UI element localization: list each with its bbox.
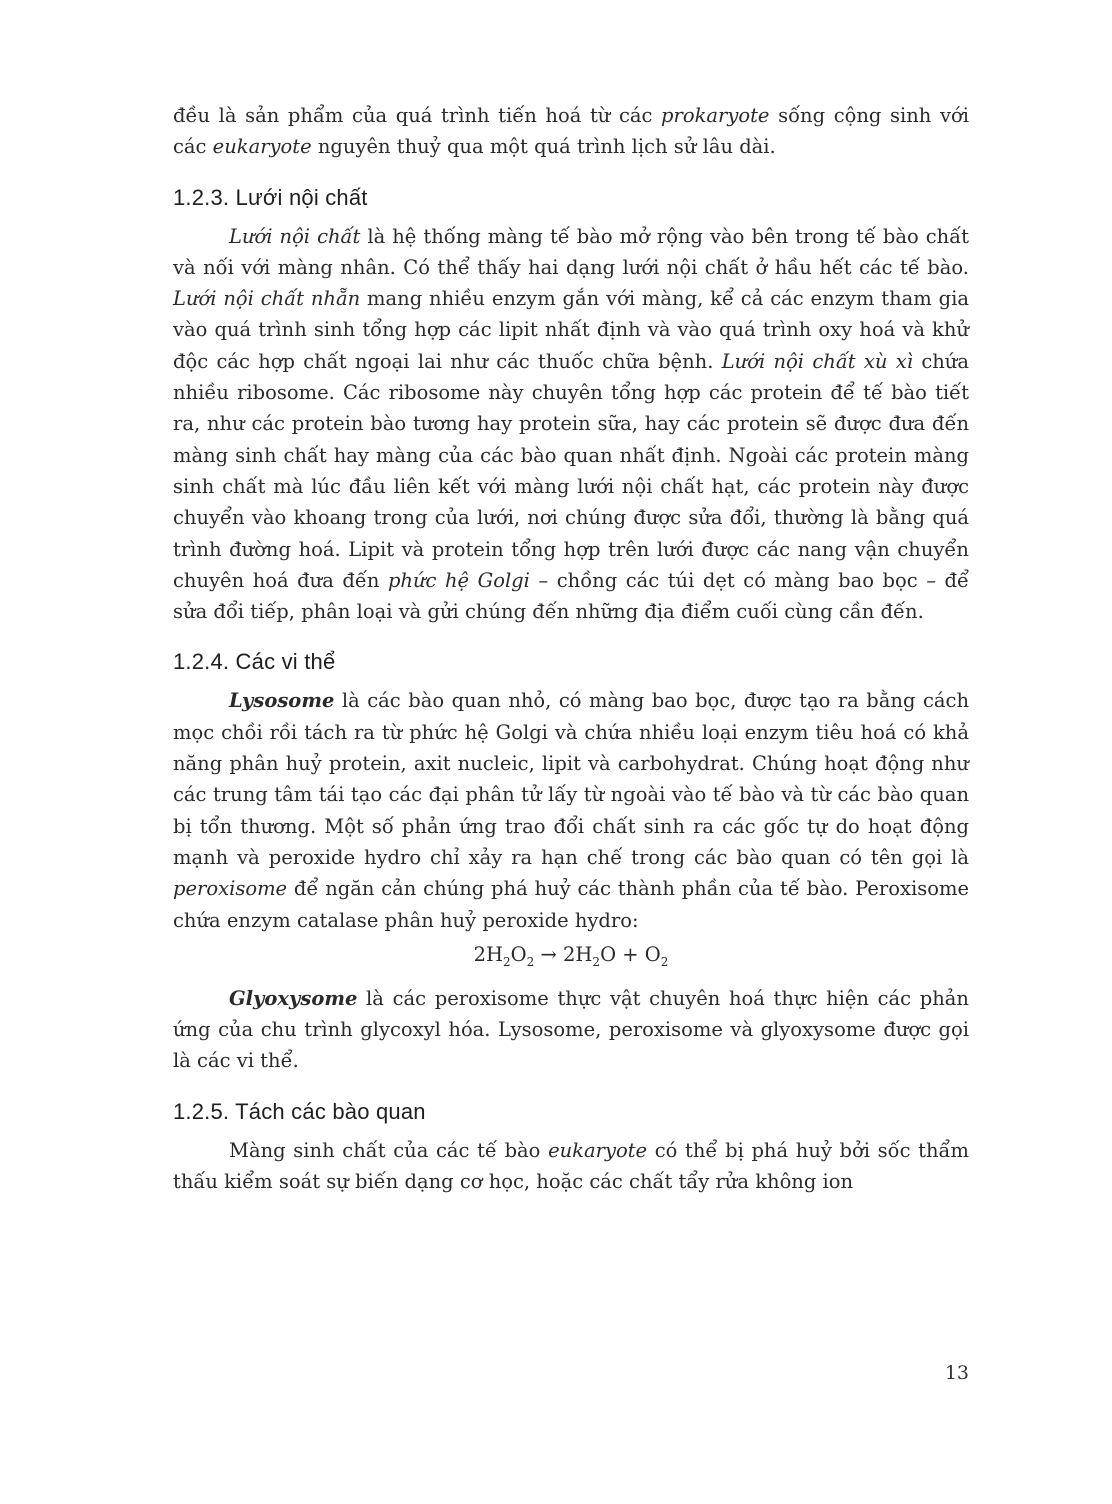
- section-heading-1-2-4: 1.2.4. Các vi thể: [173, 649, 336, 675]
- term-prokaryote: prokaryote: [661, 104, 770, 127]
- term-lysosome: Lysosome: [229, 689, 335, 713]
- section-1-2-3-paragraph: [173, 221, 969, 628]
- intro-text: sống cộng sinh với các: [173, 104, 969, 159]
- term-golgi: phức hệ Golgi: [387, 568, 530, 592]
- body-text: mang nhiều enzym gắn với màng, kể cả các enzym tham gia vào quá trình sinh tổng hợp các lipit nhất định và vào quá trình oxy hoá và khử độc các hợp chất ngoại lai như các thuốc chữa bệnh.: [173, 287, 969, 373]
- term-rough-er: Lưới nội chất xù xì: [721, 349, 914, 373]
- intro-text: nguyên thuỷ qua một quá trình lịch sử lâu dài.: [311, 135, 776, 159]
- body-text: để ngăn cản chúng phá huỷ các thành phần của tế bào. Peroxisome chứa enzym catalase phân huỷ peroxide hydro:: [173, 877, 969, 932]
- term-eukaryote: eukaryote: [212, 135, 312, 159]
- intro-text: đều là sản phẩm của quá trình tiến hoá từ các: [173, 104, 662, 127]
- formula-part: O + O: [600, 942, 661, 966]
- section-1-2-5-paragraph: [173, 1135, 969, 1198]
- formula-subscript: 2: [660, 954, 669, 969]
- body-text: – chồng các túi dẹt có màng bao bọc – để sửa đổi tiếp, phân loại và gửi chúng đến những địa điểm cuối cùng cần đến.: [173, 568, 969, 624]
- formula-part: 2H: [473, 942, 503, 966]
- section-heading-1-2-5: 1.2.5. Tách các bào quan: [173, 1098, 426, 1124]
- term-er: Lưới nội chất: [229, 224, 361, 248]
- intro-paragraph: [173, 100, 969, 163]
- page-body: [173, 100, 969, 1197]
- section-heading-1-2-3: 1.2.3. Lưới nội chất: [173, 184, 368, 210]
- term-glyoxysome: Glyoxysome: [229, 986, 358, 1010]
- formula-subscript: 2: [592, 954, 601, 969]
- body-text: chứa nhiều ribosome. Các ribosome này chuyên tổng hợp các protein để tế bào tiết ra, như các protein bào tương hay protein sữa, hay các protein sẽ được đưa đến màng sinh chất hay màng của các bào quan nhất định. Ngoài các protein màng sinh chất mà lúc đầu liên kết với màng lưới nội chất hạt, các protein này được chuyển vào khoang trong của lưới, nơi chúng được sửa đổi, thường là bằng quá trình đường hoá. Lipit và protein tổng hợp trên lưới được các nang vận chuyển chuyên hoá đưa đến: [173, 349, 969, 592]
- body-text: Màng sinh chất của các tế bào: [229, 1138, 549, 1162]
- formula-part: O: [510, 942, 527, 966]
- term-peroxisome: peroxisome: [173, 877, 288, 901]
- body-text: là các bào quan nhỏ, có màng bao bọc, được tạo ra bằng cách mọc chồi rồi tách ra từ phức hệ Golgi và chứa nhiều loại enzym tiêu hoá có khả năng phân huỷ protein, axit nucleic, lipit và carbohydrat. Chúng hoạt động như các trung tâm tái tạo các đại phân tử lấy từ ngoài vào tế bào và từ các bào quan bị tổn thương. Một số phản ứng trao đổi chất sinh ra các gốc tự do hoạt động mạnh và peroxide hydro chỉ xảy ra hạn chế trong các bào quan có tên gọi là: [173, 689, 969, 869]
- glyoxysome-paragraph: [173, 983, 969, 1077]
- body-text: là hệ thống màng tế bào mở rộng vào bên trong tế bào chất và nối với màng nhân. Có thể thấy hai dạng lưới nội chất ở hầu hết các tế bào.: [173, 224, 969, 279]
- body-text: là các peroxisome thực vật chuyên hoá thực hiện các phản ứng của chu trình glycoxyl hóa. Lysosome, peroxisome và glyoxysome được gọi là các vi thể.: [173, 986, 969, 1073]
- formula-subscript: 2: [526, 954, 535, 969]
- page-number: 13: [944, 1362, 969, 1384]
- body-text: có thể bị phá huỷ bởi sốc thẩm thấu kiểm soát sự biến dạng cơ học, hoặc các chất tẩy rửa không ion: [173, 1138, 970, 1193]
- term-eukaryote: eukaryote: [548, 1138, 648, 1162]
- formula-part: → 2H: [534, 942, 593, 966]
- term-smooth-er: Lưới nội chất nhẵn: [173, 287, 361, 311]
- section-1-2-4-paragraph: [173, 685, 969, 935]
- catalase-equation: [173, 938, 969, 979]
- formula-subscript: 2: [502, 954, 511, 969]
